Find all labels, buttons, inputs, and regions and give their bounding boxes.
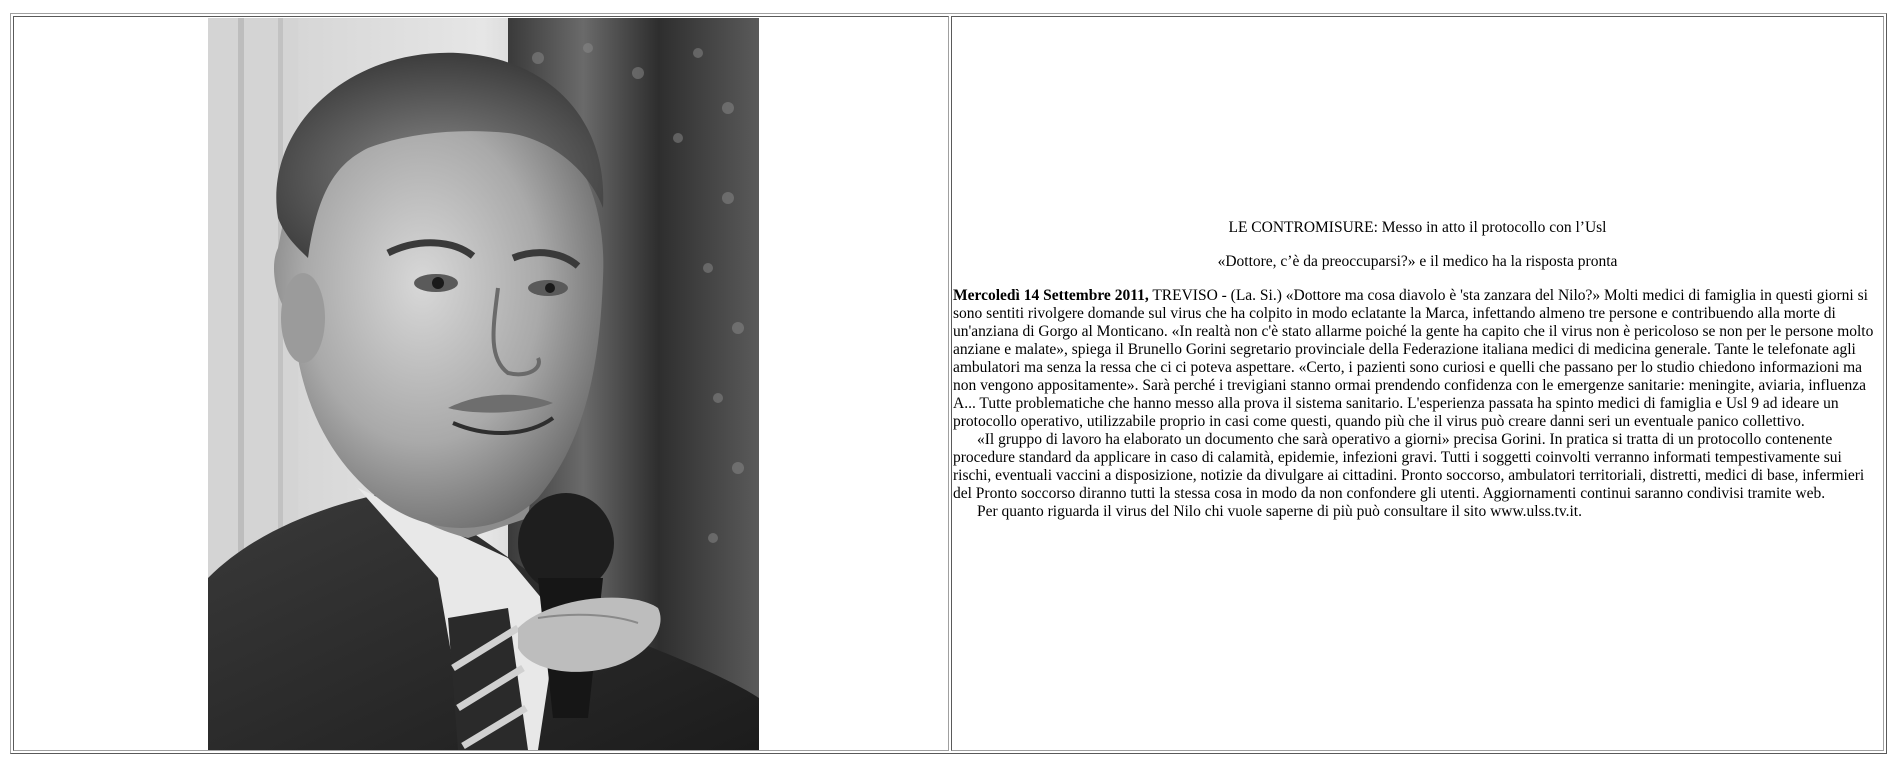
- article-paragraph-1-text: TREVISO - (La. Si.) «Dottore ma cosa diavolo è 'sta zanzara del Nilo?» Molti medici di famiglia in questi giorni si sono sentiti rivolgere domande sul virus che ha colpito in modo eclatante la Marca, infettando almeno tre persone e contribuendo alla morte di un'anziana di Gorgo al Monticano. «In realtà non c'è stato allarme poiché la gente ha capito che il virus non è pericoloso se non per le persone molto anziane e malate», spiega il Brunello Gorini segretario provinciale della Federazione italiana medici di medicina generale. Tante le telefonate agli ambulatori ma senza la ressa che ci ci poteva aspettare. «Certo, i pazienti sono curiosi e quelli che passano per lo studio chiedono informazioni ma non vengono appositamente». Sarà perché i trevigiani stanno ormai prendendo confidenza con le emergenze sanitarie: meningite, aviaria, influenza A... Tutte problematiche che hanno messo alla prova il sistema sanitario. L'esperienza passata ha spinto medici di famiglia e Usl 9 ad ideare un protocollo operativo, utilizzabile proprio in casi come questi, quando più che il virus può creare danni seri un eventuale panico collettivo.: [953, 287, 1874, 430]
- article: [953, 219, 1882, 521]
- article-paragraph-2: «Il gruppo di lavoro ha elaborato un documento che sarà operativo a giorni» precisa Gorini. In pratica si tratta di un protocollo contenente procedure standard da applicare in caso di calamità, epidemie, infezioni gravi. Tutti i soggetti coinvolti verranno informati tempestivamente sui rischi, eventuali vaccini a disposizione, notizie da divulgare ai cittadini. Pronto soccorso, ambulatori territoriali, distretti, medici di base, infermieri del Pronto soccorso diranno tutti la stessa cosa in modo da non confondere gli utenti. Aggiornamenti continui saranno condivisi tramite web.: [953, 431, 1865, 502]
- article-kicker: LE CONTROMISURE: Messo in atto il protocollo con l’Usl: [1228, 219, 1607, 236]
- portrait-photo-image: [208, 18, 759, 750]
- article-paragraph-1: [953, 287, 1882, 431]
- article-cell: [951, 16, 1884, 751]
- layout-table: [10, 13, 1887, 754]
- article-dateline: Mercoledì 14 Settembre 2011,: [953, 287, 1149, 304]
- article-paragraph-3: Per quanto riguarda il virus del Nilo chi vuole saperne di più può consultare il sito www.ulss.tv.it.: [977, 503, 1582, 520]
- photo-cell: [13, 16, 949, 751]
- article-headline: «Dottore, c’è da preoccuparsi?» e il medico ha la risposta pronta: [1217, 253, 1618, 270]
- portrait-photo: [208, 18, 759, 750]
